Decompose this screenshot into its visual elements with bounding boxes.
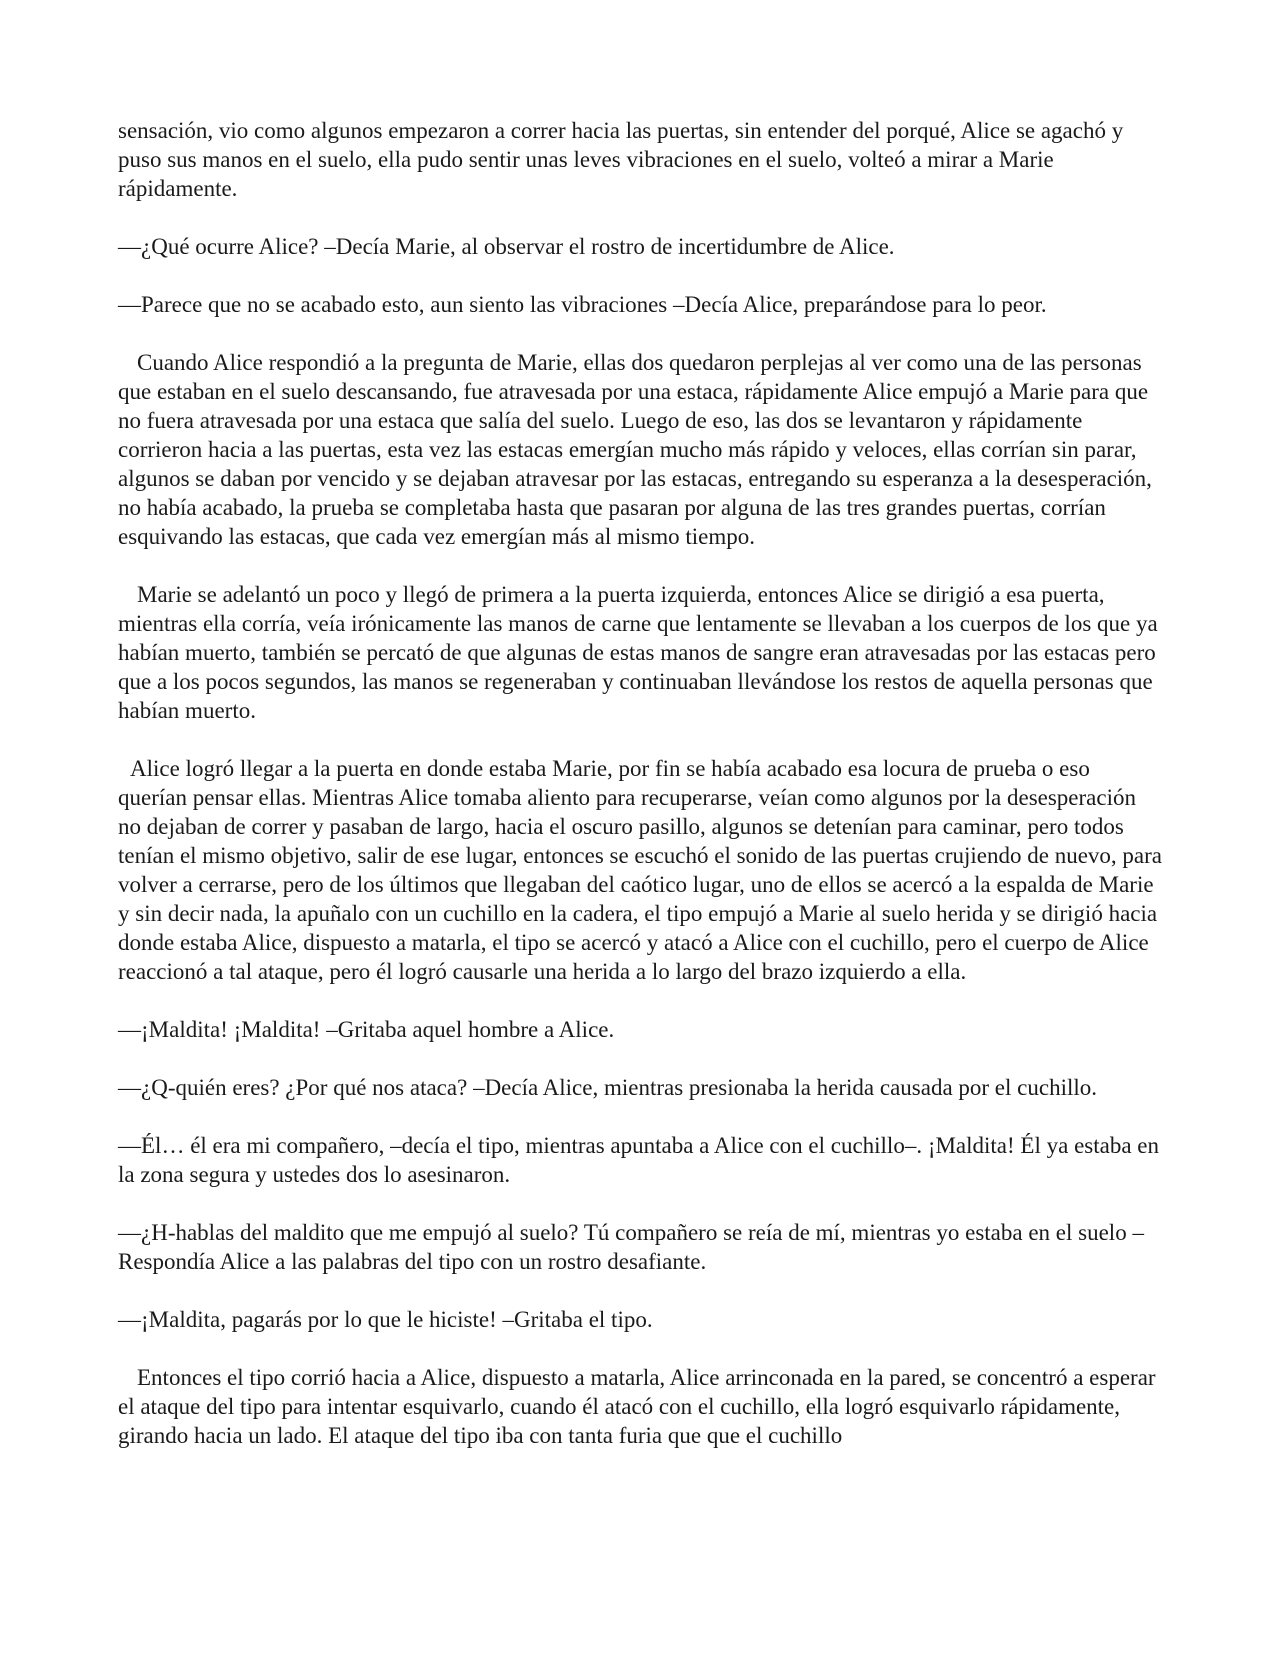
dialogue-line: —¿H-hablas del maldito que me empujó al suelo? Tú compañero se reía de mí, mientras yo estaba en el suelo –Respondía Alice a las palabras del tipo con un rostro desafiante. [118, 1220, 1144, 1274]
paragraph: Cuando Alice respondió a la pregunta de Marie, ellas dos quedaron perplejas al ver como una de las personas que estaban en el suelo descansando, fue atravesada por una estaca, rápidamente Alice empujó a Marie para que no fuera atravesada por una estaca que salía del suelo. Luego de eso, las dos se levantaron y rápidamente corrieron hacia a las puertas, esta vez las estacas emergían mucho más rápido y veloces, ellas corrían sin parar, algunos se daban por vencido y se dejaban atravesar por las estacas, entregando su esperanza a la desesperación, no había acabado, la prueba se completaba hasta que pasaran por alguna de las tres grandes puertas, corrían esquivando las estacas, que cada vez emergían más al mismo tiempo. [118, 350, 1152, 549]
dialogue-line: —Él… él era mi compañero, –decía el tipo, mientras apuntaba a Alice con el cuchillo–. ¡Maldita! Él ya estaba en la zona segura y ustedes dos lo asesinaron. [118, 1133, 1159, 1187]
body-text [118, 116, 1163, 1479]
dialogue-line: —¿Q-quién eres? ¿Por qué nos ataca? –Decía Alice, mientras presionaba la herida causada por el cuchillo. [118, 1075, 1097, 1100]
paragraph: sensación, vio como algunos empezaron a correr hacia las puertas, sin entender del porqué, Alice se agachó y puso sus manos en el suelo, ella pudo sentir unas leves vibraciones en el suelo, volteó a mirar a Marie rápidamente. [118, 118, 1124, 201]
paragraph: Alice logró llegar a la puerta en donde estaba Marie, por fin se había acabado esa locura de prueba o eso querían pensar ellas. Mientras Alice tomaba aliento para recuperarse, veían como algunos por la desesperación no dejaban de correr y pasaban de largo, hacia el oscuro pasillo, algunos se detenían para caminar, pero todos tenían el mismo objetivo, salir de ese lugar, entonces se escuchó el sonido de las puertas crujiendo de nuevo, para volver a cerrarse, pero de los últimos que llegaban del caótico lugar, uno de ellos se acercó a la espalda de Marie y sin decir nada, la apuñalo con un cuchillo en la cadera, el tipo empujó a Marie al suelo herida y se dirigió hacia donde estaba Alice, dispuesto a matarla, el tipo se acercó y atacó a Alice con el cuchillo, pero el cuerpo de Alice reaccionó a tal ataque, pero él logró causarle una herida a lo largo del brazo izquierdo a ella. [118, 756, 1162, 984]
dialogue-line: —¿Qué ocurre Alice? –Decía Marie, al observar el rostro de incertidumbre de Alice. [118, 234, 895, 259]
dialogue-line: —Parece que no se acabado esto, aun siento las vibraciones –Decía Alice, preparándose para lo peor. [118, 292, 1047, 317]
dialogue-line: —¡Maldita! ¡Maldita! –Gritaba aquel hombre a Alice. [118, 1017, 615, 1042]
dialogue-line: —¡Maldita, pagarás por lo que le hiciste! –Gritaba el tipo. [118, 1307, 653, 1332]
paragraph: Marie se adelantó un poco y llegó de primera a la puerta izquierda, entonces Alice se dirigió a esa puerta, mientras ella corría, veía irónicamente las manos de carne que lentamente se llevaban a los cuerpos de los que ya habían muerto, también se percató de que algunas de estas manos de sangre eran atravesadas por las estacas pero que a los pocos segundos, las manos se regeneraban y continuaban llevándose los restos de aquella personas que habían muerto. [118, 582, 1158, 723]
paragraph: Entonces el tipo corrió hacia a Alice, dispuesto a matarla, Alice arrinconada en la pared, se concentró a esperar el ataque del tipo para intentar esquivarlo, cuando él atacó con el cuchillo, ella logró esquivarlo rápidamente, girando hacia un lado. El ataque del tipo iba con tanta furia que que el cuchillo [118, 1365, 1156, 1448]
